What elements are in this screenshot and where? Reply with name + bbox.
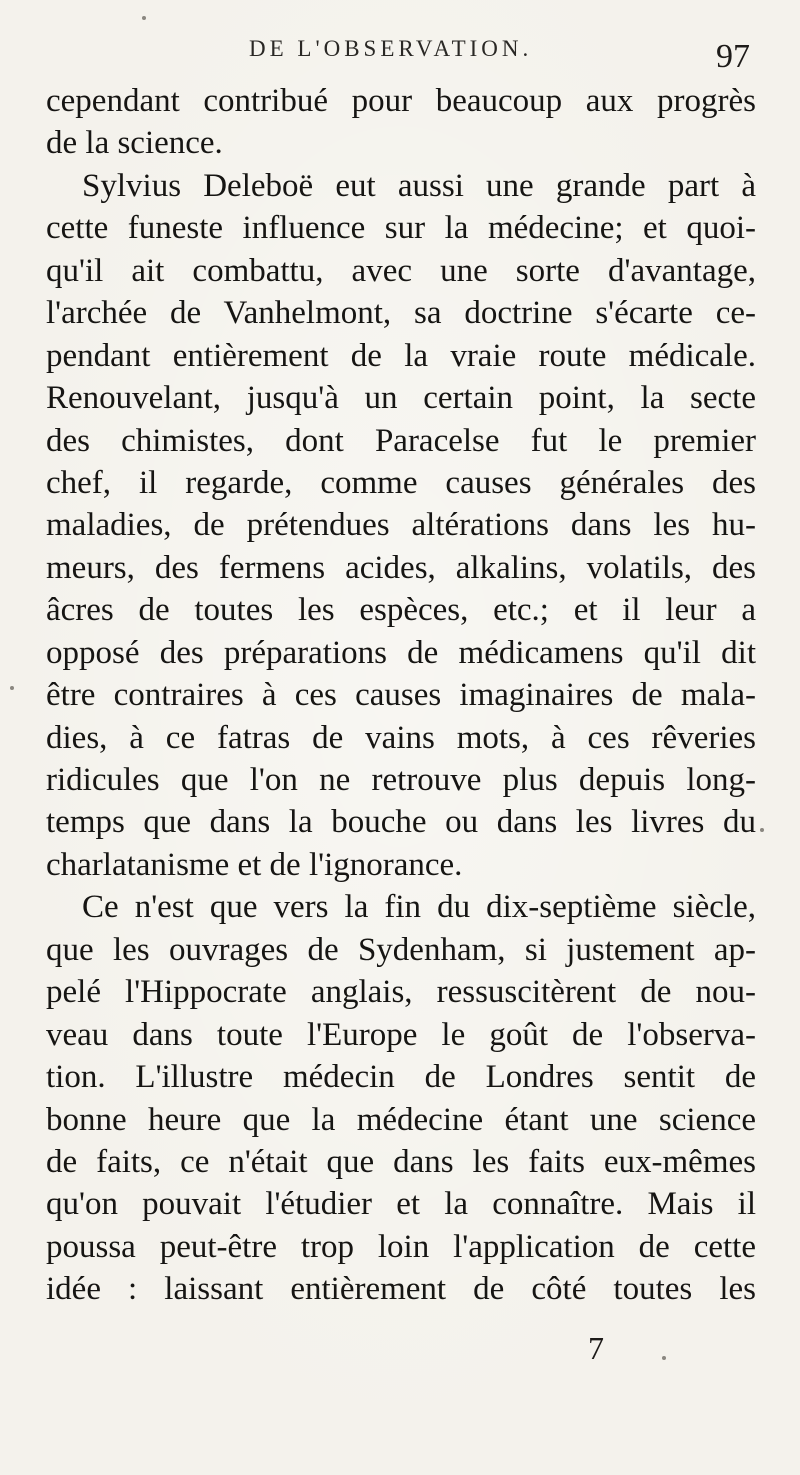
ink-speck bbox=[760, 828, 764, 832]
ink-speck bbox=[142, 16, 146, 20]
signature-mark: 7 bbox=[588, 1330, 604, 1366]
ink-speck bbox=[10, 686, 14, 690]
text-line: Renouvelant, jusqu'à un certain point, la secte bbox=[46, 380, 756, 417]
text-line: l'archée de Vanhelmont, sa doctrine s'écarte ce- bbox=[46, 295, 756, 332]
text-line: Ce n'est que vers la fin du dix-septième siècle, bbox=[82, 889, 756, 926]
text-line: meurs, des fermens acides, alkalins, volatils, des bbox=[46, 549, 756, 586]
running-head: DE L'OBSERVATION. bbox=[249, 36, 533, 61]
text-line: pelé l'Hippocrate anglais, ressuscitèrent de nou- bbox=[46, 974, 756, 1011]
text-line: des chimistes, dont Paracelse fut le premier bbox=[46, 422, 756, 459]
text-line: bonne heure que la médecine étant une science bbox=[46, 1101, 756, 1138]
text-line: que les ouvrages de Sydenham, si justement ap- bbox=[46, 931, 756, 968]
text-line: veau dans toute l'Europe le goût de l'observa- bbox=[46, 1016, 756, 1053]
text-line: maladies, de prétendues altérations dans les hu- bbox=[46, 507, 756, 544]
text-line: de la science. bbox=[46, 125, 223, 162]
text-line: de faits, ce n'était que dans les faits eux-mêmes bbox=[46, 1143, 756, 1180]
text-line: charlatanisme et de l'ignorance. bbox=[46, 846, 463, 883]
text-line: cependant contribué pour beaucoup aux progrès bbox=[46, 83, 756, 119]
text-line: Sylvius Deleboë eut aussi une grande part à bbox=[82, 167, 756, 204]
text-line: idée : laissant entièrement de côté toutes les bbox=[46, 1271, 756, 1308]
text-line: chef, il regarde, comme causes générales des bbox=[46, 464, 756, 501]
text-line: opposé des préparations de médicamens qu'il dit bbox=[46, 634, 756, 671]
text-line: être contraires à ces causes imaginaires de mala- bbox=[46, 677, 756, 714]
text-line: âcres de toutes les espèces, etc.; et il leur a bbox=[46, 592, 756, 629]
text-line: poussa peut-être trop loin l'application de cette bbox=[46, 1228, 756, 1265]
text-line: cette funeste influence sur la médecine; et quoi- bbox=[46, 210, 756, 247]
ink-speck bbox=[662, 1356, 666, 1360]
text-line: temps que dans la bouche ou dans les livres du bbox=[46, 804, 756, 841]
text-line: ridicules que l'on ne retrouve plus depuis long- bbox=[46, 762, 756, 798]
text-line: dies, à ce fatras de vains mots, à ces rêveries bbox=[46, 719, 756, 756]
text-line: qu'on pouvait l'étudier et la connaître. Mais il bbox=[46, 1186, 756, 1223]
page-number: 97 bbox=[716, 38, 750, 75]
text-line: tion. L'illustre médecin de Londres sentit de bbox=[46, 1059, 756, 1096]
text-line: qu'il ait combattu, avec une sorte d'avantage, bbox=[46, 252, 756, 289]
body-text bbox=[46, 80, 756, 1311]
text-line: pendant entièrement de la vraie route médicale. bbox=[46, 337, 756, 374]
